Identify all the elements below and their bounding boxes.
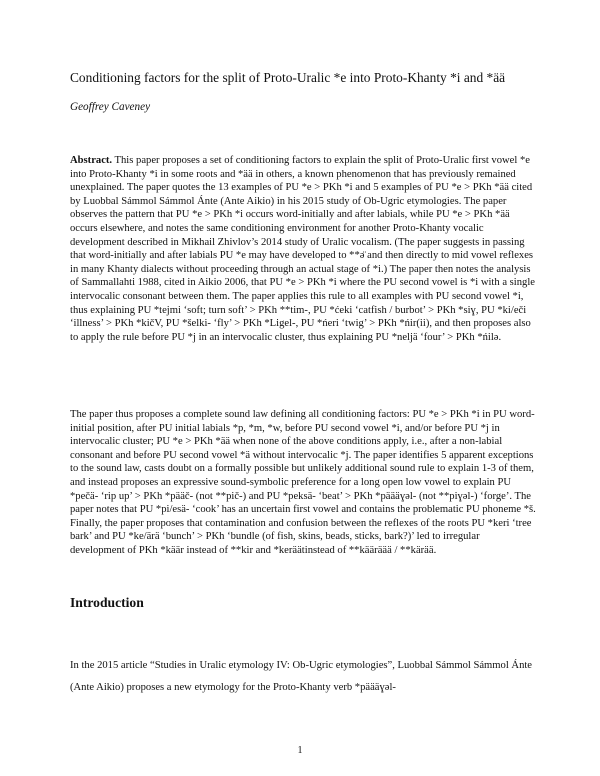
abstract-label: Abstract. xyxy=(70,155,113,166)
section-heading-introduction: Introduction xyxy=(70,595,144,610)
abstract-paragraph-2: The paper thus proposes a complete sound law defining all conditioning factors: PU *e > PKh *i in PU word-initial position, after PU initial labials *p, *m, *w, before PU second vowel *i, and/or before PU *j in intervocalic cluster; PU *e > PKh *ää when none of the above conditions apply, i.e., after a non-labial consonant and before PU second vowel *ä without intervocalic *j. The paper identifies 5 apparent exceptions to the sound law, casts doubt on a formally possible but unlikely additional sound rule to explain 1-3 of them, and instead proposes an expressive sound-symbolic preference for a long open low vowel to explain PU *pečä- ‘rip up’ > PKh *pääč- (not **pič-) and PU *peksä- ‘beat’ > PKh *päääɣəl- (not **piɣəl-) ‘forge’. The paper notes that PU *pi/esä- ‘cook’ has an uncertain first vowel and contains the problematic PU phoneme *š. Finally, the paper proposes that contamination and confusion between the reflexes of the roots PU *keri ‘tree bark’ and PU *ke/ärä ‘bunch’ > PKh ‘bundle (of fish, skins, beads, sticks, bark?)’ led to irregular development of PKh *käär instead of **kir and *keräätinstead of **kääräää / **kärää. xyxy=(70,409,536,556)
abstract-paragraph xyxy=(70,154,536,344)
introduction-text: In the 2015 article “Studies in Uralic etymology IV: Ob-Ugric etymologies”, Luobbal Sámmol Sámmol Ánte (Ante Aikio) proposes a new etymology for the Proto-Khanty verb *päääɣəl- xyxy=(70,660,533,693)
paper-title: Conditioning factors for the split of Proto-Uralic *e into Proto-Khanty *i and *ää xyxy=(70,70,506,85)
author-name: Geoffrey Caveney xyxy=(70,101,151,113)
page-number: 1 xyxy=(297,745,303,756)
abstract-text: This paper proposes a set of conditioning factors to explain the split of Proto-Uralic first vowel *e into Proto-Khanty *i in some roots and *ää in others, a known phenomenon that has previously remained unexplained. The paper quotes the 13 examples of PU *e > PKh *i and 5 examples of PU *e > PKh *ää cited by Luobbal Sámmol Sámmol Ánte (Ante Aikio) in his 2015 study of Ob-Ugric etymologies. The paper observes the pattern that PU *e > PKh *i occurs word-initially and after labials, while PU *e > PKh *ää occurs elsewhere, and notes the same conditioning environment for another Proto-Khanty vocalic development described in Mikhail Zhivlov’s 2014 study of Uralic vocalism. (The paper suggests in passing that word-initially and after labials PU *e may have developed to **ə̈ and then directly to mid vowel reflexes in many Khanty dialects without proceeding through an actual stage of *i.) The paper then notes the analysis of Sammallahti 1988, cited in Aikio 2006, that PU *e > PKh *i where the PU second vowel is *i with a single intervocalic consonant between them. The paper applies this rule to all examples with PU second vowel *i, thus explaining PU *tejmi ‘soft; turn soft’ > PKh **tim-, PU *ćeki ‘catfish / burbot’ > PKh *siɣ, PU *ki/eči ‘illness’ > PKh *kičV, PU *šelki- ‘fly’ > PKh *Ligel-, PU *ńeri ‘twig’ > PKh *ńir(ii), and then proposes also to apply the rule before PU *j in an intervocalic cluster, thus explaining PU *neljä ‘four’ > PKh *ńilə. xyxy=(70,155,535,343)
